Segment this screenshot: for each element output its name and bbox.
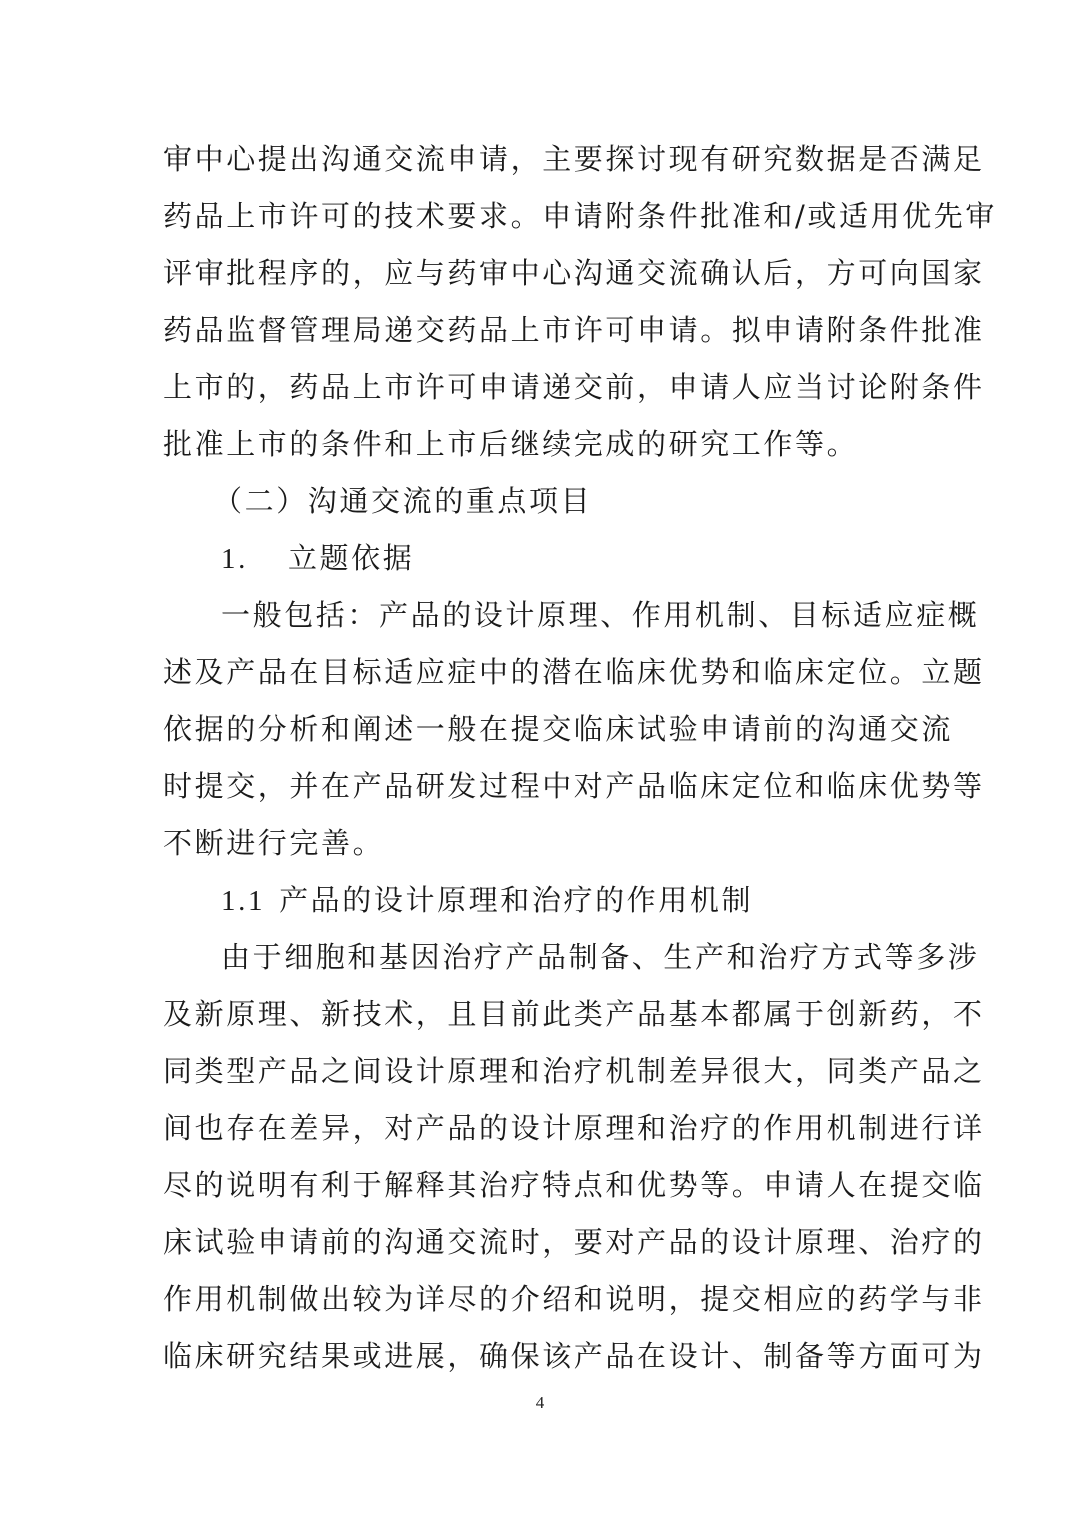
subsection-heading-line (163, 530, 915, 587)
paragraph-mechanism (163, 929, 985, 1385)
page-number: 4 (535, 1393, 545, 1412)
text-line: 一般包括：产品的设计原理、作用机制、目标适应症概 (221, 598, 980, 632)
text-line: 不断进行完善。 (163, 826, 385, 860)
text-line: 审中心提出沟通交流申请，主要探讨现有研究数据是否满足 (163, 142, 985, 176)
item-number: 1.1 (221, 885, 266, 917)
text-line: 同类型产品之间设计原理和治疗机制差异很大，同类产品之 (163, 1054, 985, 1088)
paragraph-continuation (163, 131, 997, 473)
text-line: 依据的分析和阐述一般在提交临床试验申请前的沟通交流 (163, 712, 954, 746)
text-line: 床试验申请前的沟通交流时，要对产品的设计原理、治疗的 (163, 1225, 985, 1259)
section-heading-text: （二）沟通交流的重点项目 (213, 484, 593, 518)
text-line: 药品上市许可的技术要求。申请附条件批准和/或适用优先审 (163, 199, 997, 233)
text-line: 评审批程序的，应与药审中心沟通交流确认后，方可向国家 (163, 256, 985, 290)
section-heading (163, 473, 915, 530)
subsection-heading-1 (163, 530, 915, 587)
text-line: 间也存在差异，对产品的设计原理和治疗的作用机制进行详 (163, 1111, 985, 1145)
text-line: 由于细胞和基因治疗产品制备、生产和治疗方式等多涉 (221, 940, 980, 974)
text-line: 临床研究结果或进展，确保该产品在设计、制备等方面可为 (163, 1339, 985, 1373)
document-body (163, 131, 997, 1385)
text-line: 作用机制做出较为详尽的介绍和说明，提交相应的药学与非 (163, 1282, 985, 1316)
subsection-heading-text: 产品的设计原理和治疗的作用机制 (279, 883, 754, 917)
subsection-heading-1-1 (163, 872, 915, 929)
subsection-heading-text: 立题依据 (287, 541, 415, 575)
paragraph-basis (163, 587, 985, 872)
subsection-heading-line (163, 872, 915, 929)
item-number: 1. (221, 543, 248, 575)
text-line: 时提交，并在产品研发过程中对产品临床定位和临床优势等 (163, 769, 985, 803)
text-line: 药品监督管理局递交药品上市许可申请。拟申请附条件批准 (163, 313, 985, 347)
text-line: 述及产品在目标适应症中的潜在临床优势和临床定位。立题 (163, 655, 985, 689)
text-line: 及新原理、新技术，且目前此类产品基本都属于创新药，不 (163, 997, 985, 1031)
text-line: 尽的说明有利于解释其治疗特点和优势等。申请人在提交临 (163, 1168, 985, 1202)
text-line: 批准上市的条件和上市后继续完成的研究工作等。 (163, 427, 859, 461)
text-line: 上市的，药品上市许可申请递交前，申请人应当讨论附条件 (163, 370, 985, 404)
